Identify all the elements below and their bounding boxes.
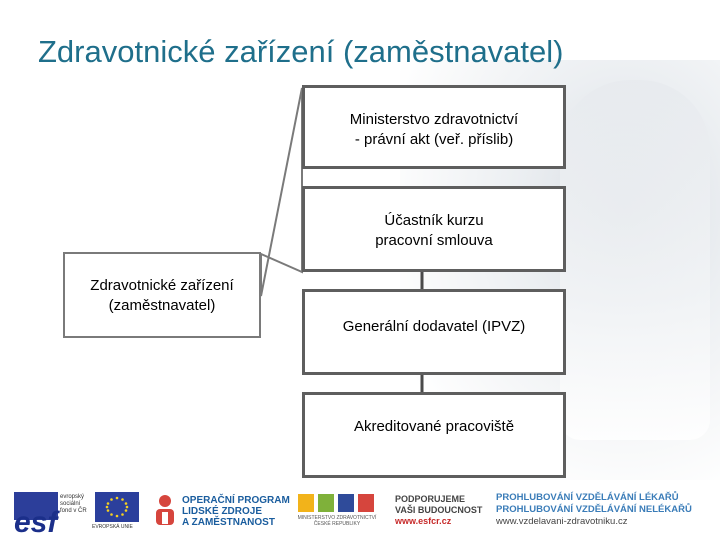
esf-caption-line1: evropský [60,494,85,500]
support-line2: VAŠI BUDOUCNOST [395,505,483,515]
op-program-icon [152,493,178,527]
workplace-line1: Akreditované pracoviště [353,418,515,435]
ministry-logo-line2: ČESKÉ REPUBLIKY [313,521,361,527]
participant-line1: Účastník kurzu [384,212,484,229]
support-url: www.esfcr.cz [395,516,452,526]
eu-label: EVROPSKÁ UNIE [92,524,133,530]
participant-line2: pracovní smlouva [375,232,493,249]
op-line2: LIDSKÉ ZDROJE [182,506,263,517]
program-url: www.vzdelavani-zdravotniku.cz [496,516,628,527]
footer-logos [0,484,720,540]
ministry-logo-line1: MINISTERSTVO ZDRAVOTNICTVÍ [297,515,377,521]
op-line3: A ZAMĚSTNANOST [182,517,275,528]
callout-wedge [261,88,302,296]
esf-logo: esf [14,506,58,539]
ministry-logo-text [292,515,382,527]
ministry-box [302,85,566,169]
ministry-line1: Ministerstvo zdravotnictví [349,111,519,128]
program-line2: PROHLUBOVÁNÍ VZDĚLÁVÁNÍ NELÉKAŘŮ [496,504,692,515]
participant-box [302,186,566,272]
op-program-text [182,495,290,528]
contractor-line1: Generální dodavatel (IPVZ) [342,318,526,335]
op-line1: OPERAČNÍ PROGRAM [182,495,290,506]
contractor-box [302,289,566,375]
program-line1: PROHLUBOVÁNÍ VZDĚLÁVÁNÍ LÉKAŘŮ [496,492,679,503]
workplace-box [302,392,566,478]
esf-caption-line2: sociální [60,501,81,507]
employer-box [63,252,261,338]
employer-line2: (zaměstnavatel) [108,297,216,314]
support-line1: PODPORUJEME [395,494,466,504]
ministry-line2: - právní akt (veř. příslib) [354,131,514,148]
eu-flag-icon [95,492,139,522]
ministry-logo-icon [296,492,376,514]
slide-title: Zdravotnické zařízení (zaměstnavatel) [38,34,564,69]
esf-caption-line3: fond v ČR [60,508,87,514]
employer-line1: Zdravotnické zařízení [90,277,234,294]
support-text [395,494,482,527]
program-text [496,492,692,528]
esf-caption [60,494,94,515]
